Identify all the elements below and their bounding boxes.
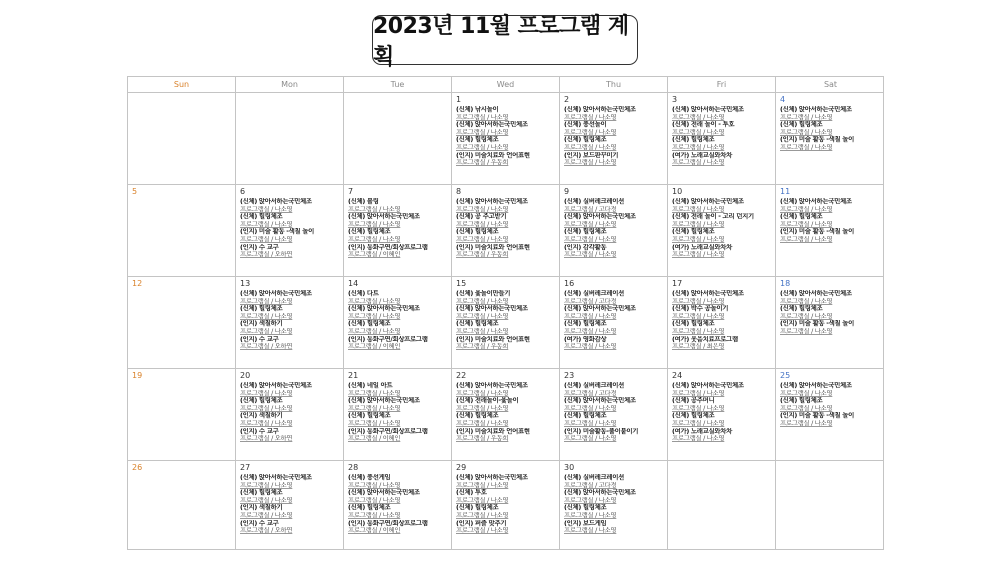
program-name: (인지) 동화구연/회상프로그램 [348, 335, 428, 343]
program-location-instructor: 프로그램실 / 나소영 [564, 527, 617, 535]
program-name: (인지) 색칠하기 [240, 320, 283, 328]
program-name: (인지) 색칠하기 [240, 504, 283, 512]
program-name: (신체) 전래 놀이 - 고리 던지기 [672, 213, 754, 221]
program-location-instructor: 프로그램실 / 나소영 [456, 128, 509, 136]
program-location-instructor: 프로그램실 / 나소영 [672, 435, 725, 443]
program-location-instructor: 프로그램실 / 오하연 [240, 343, 293, 351]
weekday-header-sat: Sat [823, 80, 838, 89]
program-location-instructor: 프로그램실 / 나소영 [564, 404, 617, 412]
program-name: (신체) 앉아서하는국민체조 [348, 305, 420, 313]
day-number: 3 [672, 95, 678, 104]
program-location-instructor: 프로그램실 / 나소영 [456, 205, 509, 213]
program-location-instructor: 프로그램실 / 나소영 [240, 327, 293, 335]
day-cell [344, 93, 452, 184]
program-location-instructor: 프로그램실 / 나소영 [456, 235, 509, 243]
day-number: 6 [240, 187, 246, 196]
program-location-instructor: 프로그램실 / 나소영 [672, 235, 725, 243]
program-location-instructor: 프로그램실 / 고다경 [564, 389, 617, 397]
program-name: (신체) 앉아서하는국민체조 [564, 106, 636, 113]
program-location-instructor: 프로그램실 / 나소영 [780, 419, 833, 427]
program-name: (신체) 힐링체조 [348, 504, 391, 512]
program-name: (신체) 힐링체조 [780, 121, 823, 129]
day-cell [344, 369, 452, 460]
page-title: 2023년 11월 프로그램 계획 [372, 15, 638, 65]
program-location-instructor: 프로그램실 / 나소영 [564, 312, 617, 320]
program-location-instructor: 프로그램실 / 나소영 [456, 297, 509, 305]
weekday-header-row [128, 77, 883, 93]
program-name: (인지) 동화구연/회상프로그램 [348, 243, 428, 251]
day-cell [668, 185, 776, 276]
program-location-instructor: 프로그램실 / 나소영 [456, 481, 509, 489]
program-location-instructor: 프로그램실 / 나소영 [780, 128, 833, 136]
program-name: (신체) 힐링체조 [672, 320, 715, 328]
program-location-instructor: 프로그램실 / 우동희 [456, 159, 509, 167]
program-name: (신체) 네일 아트 [348, 382, 393, 389]
day-number: 10 [672, 187, 683, 196]
program-name: (인지) 보드게임 [564, 519, 607, 527]
program-name: (인지) 퍼즐 맞추기 [456, 519, 507, 527]
day-number: 1 [456, 95, 462, 104]
program-name: (인지) 수 교구 [240, 427, 279, 435]
day-cell [344, 185, 452, 276]
program-location-instructor: 프로그램실 / 나소영 [348, 419, 401, 427]
program-location-instructor: 프로그램실 / 나소영 [672, 251, 725, 259]
program-name: (신체) 앉아서하는국민체조 [456, 305, 528, 313]
program-name: (신체) 앉아서하는국민체조 [672, 198, 744, 205]
program-name: (신체) 힐링체조 [240, 213, 283, 221]
program-name: (신체) 힐링체조 [780, 397, 823, 405]
program-location-instructor: 프로그램실 / 나소영 [348, 404, 401, 412]
program-name: (신체) 앉아서하는국민체조 [564, 305, 636, 313]
weekday-header-thu: Thu [560, 77, 668, 92]
day-number: 25 [780, 371, 791, 380]
program-name: (신체) 공주머니 [672, 397, 715, 405]
day-cell [560, 93, 668, 184]
day-cell [560, 369, 668, 460]
day-cell [128, 461, 236, 549]
day-number: 4 [780, 95, 786, 104]
program-location-instructor: 프로그램실 / 나소영 [672, 220, 725, 228]
day-cell [776, 461, 885, 549]
day-number: 23 [564, 371, 575, 380]
program-name: (신체) 힐링체조 [564, 228, 607, 236]
day-cell [452, 277, 560, 368]
program-location-instructor: 프로그램실 / 나소영 [672, 113, 725, 121]
program-location-instructor: 프로그램실 / 나소영 [456, 327, 509, 335]
program-location-instructor: 프로그램실 / 나소영 [564, 343, 617, 351]
program-name: (신체) 다트 [348, 290, 379, 297]
day-cell [452, 93, 560, 184]
program-location-instructor: 프로그램실 / 나소영 [240, 496, 293, 504]
week-row [128, 369, 883, 461]
program-name: (신체) 힐링체조 [240, 305, 283, 313]
day-cell [668, 369, 776, 460]
program-name: (인지) 동화구연/회상프로그램 [348, 519, 428, 527]
program-location-instructor: 프로그램실 / 나소영 [348, 205, 401, 213]
day-number: 30 [564, 463, 575, 472]
program-location-instructor: 프로그램실 / 고다경 [564, 205, 617, 213]
program-name: (인지) 감각활동 [564, 243, 607, 251]
program-name: (신체) 실버레크레이션 [564, 290, 625, 297]
program-location-instructor: 프로그램실 / 나소영 [240, 205, 293, 213]
program-name: (신체) 힐링체조 [348, 412, 391, 420]
program-name: (신체) 힐링체조 [564, 136, 607, 144]
program-name: (신체) 앉아서하는국민체조 [240, 198, 312, 205]
program-name: (인지) 미술치료와 언어표현 [456, 151, 530, 159]
day-number: 14 [348, 279, 359, 288]
day-cell [236, 93, 344, 184]
program-name: (신체) 앉아서하는국민체조 [780, 198, 852, 205]
program-name: (신체) 앉아서하는국민체조 [240, 290, 312, 297]
program-location-instructor: 프로그램실 / 나소영 [780, 327, 833, 335]
program-name: (인지) 미술치료와 언어표현 [456, 335, 530, 343]
program-name: (신체) 앉아서하는국민체조 [240, 474, 312, 481]
day-cell [452, 369, 560, 460]
program-location-instructor: 프로그램실 / 나소영 [672, 159, 725, 167]
day-cell [452, 461, 560, 549]
program-name: (인지) 미술치료와 언어표현 [456, 243, 530, 251]
program-location-instructor: 프로그램실 / 나소영 [564, 327, 617, 335]
program-location-instructor: 프로그램실 / 나소영 [240, 511, 293, 519]
day-number: 5 [132, 187, 138, 196]
program-name: (신체) 힐링체조 [240, 397, 283, 405]
program-name: (인지) 미술활동-풀이붙이기 [564, 427, 639, 435]
program-name: (신체) 투호 [456, 489, 487, 497]
day-cell [668, 93, 776, 184]
program-name: (신체) 앉아서하는국민체조 [780, 290, 852, 297]
program-location-instructor: 프로그램실 / 나소영 [348, 312, 401, 320]
program-location-instructor: 프로그램실 / 이혜인 [348, 251, 401, 259]
program-location-instructor: 프로그램실 / 나소영 [564, 220, 617, 228]
program-location-instructor: 프로그램실 / 나소영 [456, 527, 509, 535]
day-number: 11 [780, 187, 791, 196]
weekday-header-fri: Fri [668, 77, 776, 92]
day-number: 13 [240, 279, 251, 288]
program-location-instructor: 프로그램실 / 나소영 [564, 511, 617, 519]
weekday-header-wed: Wed [452, 77, 560, 92]
day-cell [128, 93, 236, 184]
program-location-instructor: 프로그램실 / 나소영 [456, 113, 509, 121]
program-location-instructor: 프로그램실 / 고다경 [564, 297, 617, 305]
program-location-instructor: 프로그램실 / 나소영 [564, 235, 617, 243]
weekday-header-tue: Tue [344, 77, 452, 92]
day-cell [668, 277, 776, 368]
program-location-instructor: 프로그램실 / 나소영 [348, 481, 401, 489]
program-name: (신체) 실버레크레이션 [564, 382, 625, 389]
program-location-instructor: 프로그램실 / 오하연 [240, 435, 293, 443]
day-cell [128, 185, 236, 276]
program-location-instructor: 프로그램실 / 나소영 [780, 205, 833, 213]
program-location-instructor: 프로그램실 / 나소영 [348, 235, 401, 243]
program-location-instructor: 프로그램실 / 나소영 [564, 113, 617, 121]
program-location-instructor: 프로그램실 / 오하연 [240, 251, 293, 259]
program-location-instructor: 프로그램실 / 나소영 [456, 220, 509, 228]
program-location-instructor: 프로그램실 / 나소영 [240, 481, 293, 489]
weekday-header-mon: Mon [236, 77, 344, 92]
program-name: (인지) 미술 활동 -색칠 놀이 [780, 320, 855, 328]
day-number: 21 [348, 371, 359, 380]
program-location-instructor: 프로그램실 / 나소영 [240, 404, 293, 412]
program-location-instructor: 프로그램실 / 나소영 [672, 389, 725, 397]
program-name: (신체) 힐링체조 [672, 228, 715, 236]
program-location-instructor: 프로그램실 / 나소영 [456, 496, 509, 504]
program-name: (신체) 힐링체조 [456, 320, 499, 328]
program-location-instructor: 프로그램실 / 나소영 [780, 297, 833, 305]
program-location-instructor: 프로그램실 / 나소영 [780, 404, 833, 412]
program-location-instructor: 프로그램실 / 우동희 [456, 343, 509, 351]
program-name: (신체) 공 주고받기 [456, 213, 507, 221]
program-name: (신체) 힐링체조 [456, 412, 499, 420]
program-location-instructor: 프로그램실 / 나소영 [240, 297, 293, 305]
weekday-header-sun: Sun [128, 77, 236, 92]
day-cell [344, 277, 452, 368]
day-number: 16 [564, 279, 575, 288]
day-cell [560, 185, 668, 276]
program-name: (신체) 힐링체조 [564, 504, 607, 512]
program-location-instructor: 프로그램실 / 오하연 [240, 527, 293, 535]
program-name: (인지) 색칠하기 [240, 412, 283, 420]
program-name: (신체) 윷놀이만들기 [456, 290, 511, 297]
week-row [128, 185, 883, 277]
program-name: (신체) 힐링체조 [456, 228, 499, 236]
day-number: 26 [132, 463, 143, 472]
day-cell [776, 369, 885, 460]
program-location-instructor: 프로그램실 / 나소영 [780, 235, 833, 243]
program-name: (인지) 수 교구 [240, 243, 279, 251]
day-cell [776, 185, 885, 276]
program-name: (신체) 앉아서하는국민체조 [564, 397, 636, 405]
program-location-instructor: 프로그램실 / 나소영 [672, 404, 725, 412]
program-name: (신체) 힐링체조 [780, 305, 823, 313]
week-row [128, 93, 883, 185]
program-location-instructor: 프로그램실 / 나소영 [780, 389, 833, 397]
day-number: 12 [132, 279, 143, 288]
program-location-instructor: 프로그램실 / 나소영 [564, 128, 617, 136]
program-name: (신체) 힐링체조 [780, 213, 823, 221]
day-number: 15 [456, 279, 467, 288]
program-location-instructor: 프로그램실 / 나소영 [564, 419, 617, 427]
day-number: 28 [348, 463, 359, 472]
day-cell [560, 277, 668, 368]
program-name: (인지) 보드판꾸미기 [564, 151, 619, 159]
program-name: (신체) 앉아서하는국민체조 [456, 474, 528, 481]
week-row [128, 461, 883, 549]
program-location-instructor: 프로그램실 / 나소영 [564, 496, 617, 504]
program-name: (인지) 미술치료와 언어표현 [456, 427, 530, 435]
program-name: (신체) 앉아서하는국민체조 [780, 382, 852, 389]
program-name: (신체) 앉아서하는국민체조 [348, 489, 420, 497]
program-name: (신체) 앉아서하는국민체조 [348, 397, 420, 405]
program-name: (여가) 노래교실와차차 [672, 243, 733, 251]
day-cell [452, 185, 560, 276]
program-location-instructor: 프로그램실 / 나소영 [240, 220, 293, 228]
day-cell [236, 277, 344, 368]
program-location-instructor: 프로그램실 / 나소영 [672, 128, 725, 136]
day-number: 17 [672, 279, 683, 288]
program-location-instructor: 프로그램실 / 나소영 [348, 297, 401, 305]
program-location-instructor: 프로그램실 / 나소영 [348, 220, 401, 228]
day-number: 8 [456, 187, 462, 196]
day-number: 29 [456, 463, 467, 472]
day-cell [236, 185, 344, 276]
day-cell [560, 461, 668, 549]
program-name: (신체) 낚시놀이 [456, 106, 499, 113]
day-number: 20 [240, 371, 251, 380]
program-location-instructor: 프로그램실 / 나소영 [672, 419, 725, 427]
program-name: (신체) 전래 놀이 - 투호 [672, 121, 735, 129]
day-cell [128, 369, 236, 460]
program-location-instructor: 프로그램실 / 나소영 [456, 511, 509, 519]
program-location-instructor: 프로그램실 / 나소영 [564, 143, 617, 151]
program-location-instructor: 프로그램실 / 나소영 [672, 297, 725, 305]
calendar-grid [127, 76, 884, 550]
program-name: (신체) 풍선게임 [348, 474, 391, 481]
day-number: 27 [240, 463, 251, 472]
program-location-instructor: 프로그램실 / 나소영 [780, 143, 833, 151]
program-location-instructor: 프로그램실 / 나소영 [564, 251, 617, 259]
program-name: (신체) 힐링체조 [564, 412, 607, 420]
program-name: (인지) 미술 활동 -색칠 놀이 [780, 136, 855, 144]
day-cell [236, 461, 344, 549]
program-location-instructor: 프로그램실 / 최은영 [672, 343, 725, 351]
program-location-instructor: 프로그램실 / 나소영 [240, 389, 293, 397]
day-cell [668, 461, 776, 549]
program-name: (신체) 풍선놀이 [564, 121, 607, 129]
program-location-instructor: 프로그램실 / 나소영 [672, 143, 725, 151]
program-name: (신체) 앉아서하는국민체조 [672, 382, 744, 389]
program-location-instructor: 프로그램실 / 나소영 [348, 511, 401, 519]
day-number: 18 [780, 279, 791, 288]
program-name: (인지) 수 교구 [240, 335, 279, 343]
program-location-instructor: 프로그램실 / 나소영 [348, 389, 401, 397]
program-name: (신체) 실버레크레이션 [564, 474, 625, 481]
program-location-instructor: 프로그램실 / 나소영 [456, 419, 509, 427]
day-number: 24 [672, 371, 683, 380]
program-location-instructor: 프로그램실 / 나소영 [240, 312, 293, 320]
program-name: (신체) 전래놀이-윷놀이 [456, 397, 519, 405]
program-location-instructor: 프로그램실 / 이혜인 [348, 435, 401, 443]
program-name: (신체) 앉아서하는국민체조 [348, 213, 420, 221]
program-name: (인지) 미술 활동 -색칠 놀이 [780, 412, 855, 420]
program-name: (신체) 앉아서하는국민체조 [456, 382, 528, 389]
day-number: 9 [564, 187, 570, 196]
program-name: (여가) 노래교실와차차 [672, 427, 733, 435]
program-location-instructor: 프로그램실 / 나소영 [240, 419, 293, 427]
program-location-instructor: 프로그램실 / 나소영 [780, 113, 833, 121]
program-name: (여가) 노래교실와차차 [672, 151, 733, 159]
day-number: 7 [348, 187, 354, 196]
day-cell [776, 93, 885, 184]
program-location-instructor: 프로그램실 / 나소영 [564, 435, 617, 443]
day-cell [236, 369, 344, 460]
program-name: (신체) 앉아서하는국민체조 [564, 213, 636, 221]
program-name: (신체) 앉아서하는국민체조 [672, 106, 744, 113]
program-name: (여가) 웃음치료프로그램 [672, 335, 738, 343]
day-cell [128, 277, 236, 368]
program-name: (인지) 미술 활동 -색칠 놀이 [240, 228, 315, 236]
program-name: (신체) 힐링체조 [672, 136, 715, 144]
program-location-instructor: 프로그램실 / 이혜인 [348, 527, 401, 535]
program-location-instructor: 프로그램실 / 나소영 [672, 327, 725, 335]
week-row [128, 277, 883, 369]
day-number: 2 [564, 95, 570, 104]
program-location-instructor: 프로그램실 / 나소영 [672, 312, 725, 320]
program-name: (신체) 앉아서하는국민체조 [780, 106, 852, 113]
program-location-instructor: 프로그램실 / 나소영 [780, 312, 833, 320]
program-location-instructor: 프로그램실 / 나소영 [456, 404, 509, 412]
program-name: (여가) 영화감상 [564, 335, 607, 343]
program-name: (신체) 앉아서하는국민체조 [456, 121, 528, 129]
program-name: (인지) 미술 활동 -색칠 놀이 [780, 228, 855, 236]
program-name: (신체) 앉아서하는국민체조 [240, 382, 312, 389]
program-name: (신체) 볼링 [348, 198, 379, 205]
day-cell [344, 461, 452, 549]
day-number: 19 [132, 371, 143, 380]
program-name: (신체) 힐링체조 [240, 489, 283, 497]
program-name: (신체) 힐링체조 [456, 504, 499, 512]
program-name: (인지) 수 교구 [240, 519, 279, 527]
program-name: (신체) 힐링체조 [348, 320, 391, 328]
program-location-instructor: 프로그램실 / 나소영 [456, 312, 509, 320]
day-cell [776, 277, 885, 368]
program-name: (신체) 힐링체조 [348, 228, 391, 236]
program-name: (신체) 힐링체조 [564, 320, 607, 328]
program-location-instructor: 프로그램실 / 나소영 [240, 235, 293, 243]
program-location-instructor: 프로그램실 / 나소영 [672, 205, 725, 213]
program-name: (신체) 힐링체조 [456, 136, 499, 144]
program-location-instructor: 프로그램실 / 나소영 [348, 327, 401, 335]
program-name: (신체) 힐링체조 [672, 412, 715, 420]
program-name: (신체) 앉아서하는국민체조 [456, 198, 528, 205]
program-location-instructor: 프로그램실 / 나소영 [456, 143, 509, 151]
program-name: (신체) 박수 공놀이기 [672, 305, 729, 313]
program-location-instructor: 프로그램실 / 이혜인 [348, 343, 401, 351]
day-number: 22 [456, 371, 467, 380]
program-location-instructor: 프로그램실 / 우동희 [456, 435, 509, 443]
program-location-instructor: 프로그램실 / 나소영 [456, 389, 509, 397]
program-name: (신체) 앉아서하는국민체조 [672, 290, 744, 297]
program-name: (인지) 동화구연/회상프로그램 [348, 427, 428, 435]
program-location-instructor: 프로그램실 / 나소영 [348, 496, 401, 504]
program-location-instructor: 프로그램실 / 나소영 [564, 159, 617, 167]
program-location-instructor: 프로그램실 / 나소영 [780, 220, 833, 228]
program-name: (신체) 앉아서하는국민체조 [564, 489, 636, 497]
program-location-instructor: 프로그램실 / 고다경 [564, 481, 617, 489]
program-location-instructor: 프로그램실 / 우동희 [456, 251, 509, 259]
program-name: (신체) 실버레크레이션 [564, 198, 625, 205]
